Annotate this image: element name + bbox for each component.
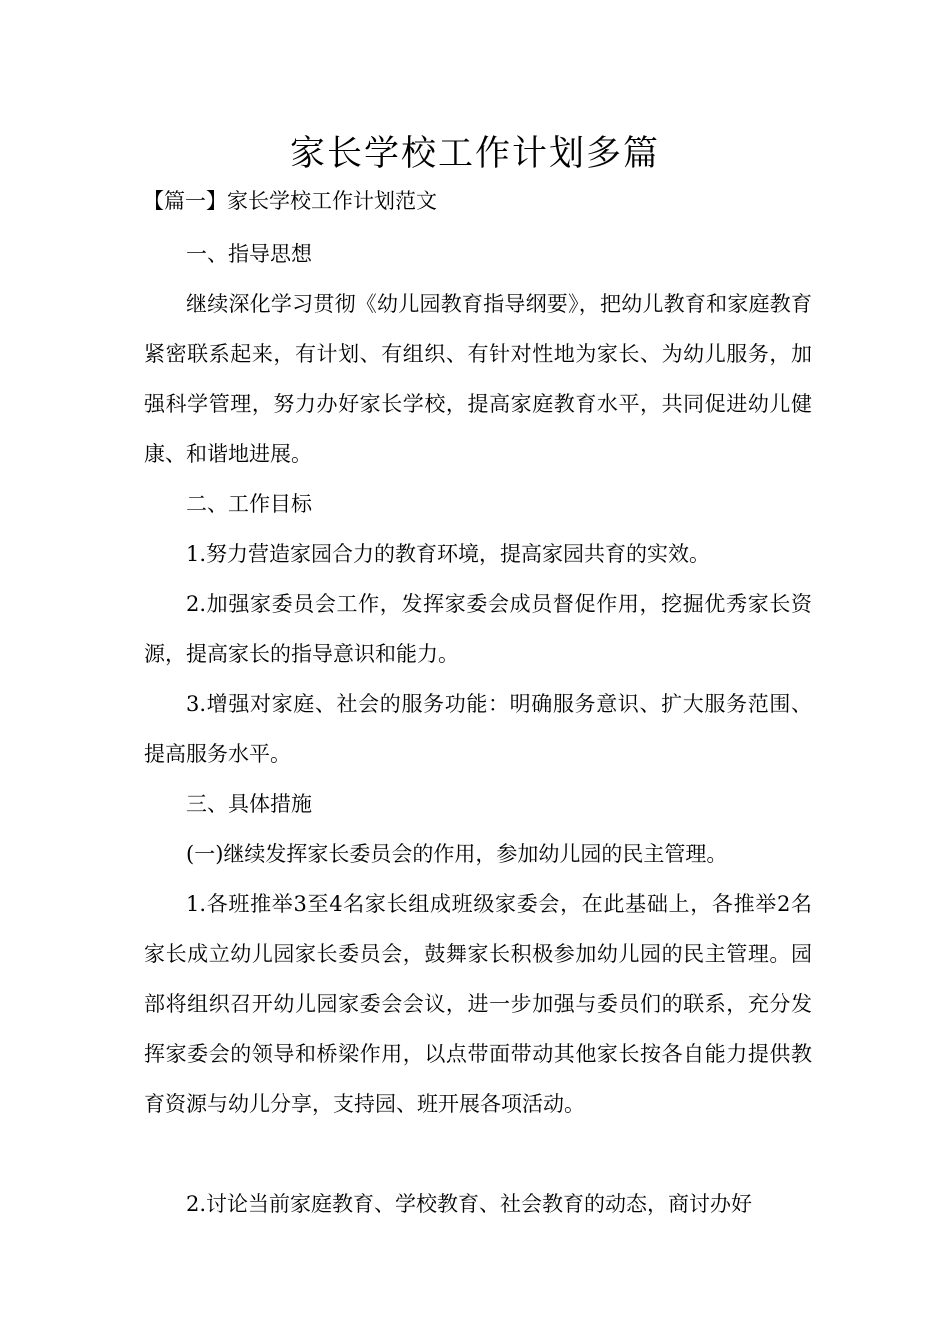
paragraph-guiding-ideology: 继续深化学习贯彻《幼儿园教育指导纲要》，把幼儿教育和家庭教育紧密联系起来，有计划、有组织、有针对性地为家长、为幼儿服务，加强科学管理，努力办好家长学校，提高家庭教育水平，共同促进幼儿健康、和谐地进展。 bbox=[144, 292, 812, 466]
paragraph-measure-2: 2.讨论当前家庭教育、学校教育、社会教育的动态，商讨办好 bbox=[186, 1192, 753, 1216]
heading-specific-measures: 三、具体措施 bbox=[186, 792, 312, 816]
heading-work-goals: 二、工作目标 bbox=[186, 492, 312, 516]
heading-guiding-ideology: 一、指导思想 bbox=[186, 242, 312, 266]
document-body bbox=[144, 229, 812, 1229]
paragraph-measure-1: 1.各班推举3至4名家长组成班级家委会，在此基础上，各推举2名家长成立幼儿园家长委员会，鼓舞家长积极参加幼儿园的民主管理。园部将组织召开幼儿园家委会会议，进一步加强与委员们的联系，充分发挥家委会的领导和桥梁作用，以点带面带动其他家长按各自能力提供教育资源与幼儿分享，支持园、班开展各项活动。 bbox=[144, 892, 812, 1116]
paragraph-measure-group-1: (一)继续发挥家长委员会的作用，参加幼儿园的民主管理。 bbox=[186, 842, 728, 866]
document-title: 家长学校工作计划多篇 bbox=[289, 134, 660, 174]
paragraph-goal-2: 2.加强家委员会工作，发挥家委会成员督促作用，挖掘优秀家长资源，提高家长的指导意识和能力。 bbox=[144, 592, 812, 666]
paragraph-goal-1: 1.努力营造家园合力的教育环境，提高家园共育的实效。 bbox=[186, 542, 711, 566]
paragraph-goal-3: 3.增强对家庭、社会的服务功能：明确服务意识、扩大服务范围、提高服务水平。 bbox=[144, 692, 812, 766]
section-subheading: 【篇一】家长学校工作计划范文 bbox=[143, 189, 437, 213]
